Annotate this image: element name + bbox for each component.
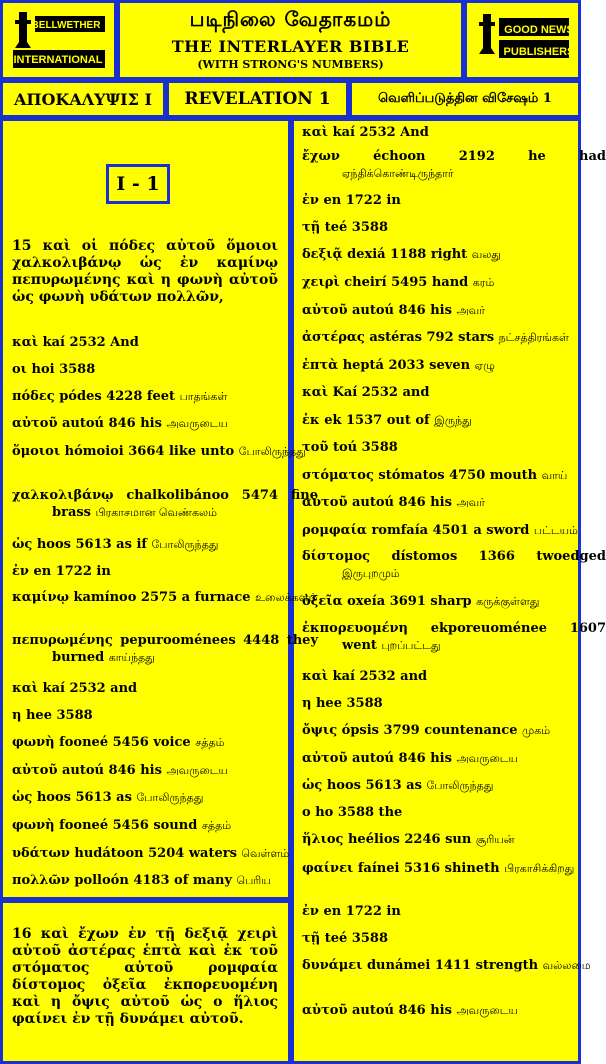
word-entry — [302, 668, 606, 685]
tamil-gloss: அவருடைய — [166, 764, 228, 777]
greek-word: αὐτοῦ — [302, 1003, 348, 1018]
word-entry — [302, 384, 606, 401]
greek-word: ρομφαία — [302, 523, 367, 538]
tamil-title: படிநிலை வேதாகமம் — [189, 7, 392, 31]
greek-word: καὶ — [12, 335, 39, 350]
transliteration-strongs-gloss: polloón 4183 of many — [74, 873, 237, 888]
transliteration-strongs-gloss: hoos 5613 as — [326, 778, 427, 793]
word-entry — [12, 589, 318, 606]
word-entry — [12, 334, 318, 351]
greek-word: στόματος — [302, 468, 374, 483]
transliteration-strongs-gloss: teé 3588 — [324, 931, 388, 946]
greek-word: χαλκολιβάνῳ — [12, 488, 114, 503]
header-title-box — [117, 0, 464, 80]
word-entry — [12, 487, 318, 521]
tamil-gloss: பிரகாசிக்கிறது — [504, 862, 575, 875]
good-news-logo-text-1: GOOD NEWS — [504, 24, 574, 36]
greek-word: αὐτοῦ — [12, 416, 58, 431]
greek-word: ἐν — [302, 904, 319, 919]
english-book-title: REVELATION 1 — [166, 80, 349, 118]
transliteration-strongs-gloss: romfaía 4501 a sword — [371, 523, 534, 538]
good-news-logo-text-2: PUBLISHERS — [503, 46, 575, 58]
word-entry — [302, 860, 606, 877]
good-news-logo-icon — [473, 8, 573, 72]
transliteration-strongs-gloss: dunámei 1411 strength — [366, 958, 543, 973]
transliteration-strongs-gloss: hómoioi 3664 like unto — [64, 444, 239, 459]
word-entry — [302, 412, 606, 429]
tamil-gloss: அவர் — [456, 496, 485, 509]
transliteration-strongs-gloss: kamínoo 2575 a furnace — [73, 590, 256, 605]
tamil-gloss: போலிருந்தது — [136, 791, 204, 804]
transliteration-strongs-gloss: autoú 846 his — [352, 495, 457, 510]
greek-book-title: ΑΠΟΚΑΛΥΨΙΣ Ι — [0, 80, 166, 118]
word-entry — [12, 388, 318, 405]
word-entry — [302, 930, 606, 947]
word-entry — [302, 620, 606, 654]
tamil-gloss: வாய் — [541, 469, 568, 482]
greek-word: ὡς — [12, 537, 33, 552]
word-entry — [302, 274, 606, 291]
transliteration-strongs-gloss: autoú 846 his — [352, 751, 457, 766]
page-title: THE INTERLAYER BIBLE — [171, 37, 410, 56]
word-entry — [302, 246, 606, 263]
greek-word: οι — [12, 362, 27, 377]
transliteration-strongs-gloss: en 1722 in — [323, 904, 401, 919]
word-entry — [302, 903, 606, 920]
word-entry — [302, 777, 606, 794]
greek-word: ο — [302, 805, 311, 820]
greek-word: καὶ — [12, 681, 39, 696]
tamil-gloss: பெரிய — [236, 874, 271, 887]
greek-word: αὐτοῦ — [302, 495, 348, 510]
word-entry — [12, 680, 318, 697]
greek-word: τοῦ — [302, 440, 329, 455]
transliteration-strongs-gloss: Kaí 2532 and — [332, 385, 430, 400]
word-entry — [302, 831, 606, 848]
transliteration-strongs-gloss: oxeía 3691 sharp — [347, 594, 477, 609]
greek-word: πεπυρωμένης — [12, 633, 113, 648]
word-entry — [302, 804, 606, 821]
bellwether-logo — [0, 0, 117, 80]
word-entry — [302, 722, 606, 739]
greek-word: φαίνει — [302, 861, 354, 876]
tamil-gloss: சத்தம் — [195, 736, 225, 749]
transliteration-strongs-gloss: heptá 2033 seven — [342, 358, 475, 373]
greek-word: αὐτοῦ — [12, 763, 58, 778]
transliteration-strongs-gloss: dístomos 1366 twoedged — [391, 549, 606, 564]
transliteration-strongs-gloss: astéras 792 stars — [369, 330, 499, 345]
greek-word: ὡς — [12, 790, 33, 805]
transliteration-strongs-gloss: chalkolibánoo 5474 fine brass — [52, 488, 318, 520]
chapter-verse-reference: I - 1 — [106, 164, 170, 204]
tamil-gloss: அவருடைய — [166, 417, 228, 430]
greek-word: ἔχων — [302, 149, 340, 164]
greek-word: ἑπτὰ — [302, 358, 339, 373]
greek-word: δίστομος — [302, 549, 371, 564]
greek-word: τῇ — [302, 220, 321, 235]
greek-word: η — [302, 696, 312, 711]
bellwether-logo-text-1: BELLWETHER — [31, 20, 101, 31]
verse-16-text: 16 καὶ ἔχων ἐν τῇ δεξιᾷ χειρὶ αὐτοῦ ἀστέρας ἑπτὰ καὶ ἐκ τοῦ στόματος αὐτοῦ ρομφαία δίστομος ὀξεῖα ἐκπορευομένη καὶ η ὄψις αὐτοῦ ὡς ο ἥλιος φαίνει ἐν τῇ δυνάμει αὐτοῦ. — [12, 926, 278, 1027]
transliteration-strongs-gloss: toú 3588 — [332, 440, 398, 455]
tamil-gloss: பாதங்கள் — [179, 390, 228, 403]
word-entry — [302, 522, 606, 539]
tamil-gloss: கருக்குள்ளது — [476, 595, 540, 608]
word-entry — [12, 817, 318, 834]
word-entry — [302, 192, 606, 209]
word-entry — [12, 707, 318, 724]
tamil-gloss: உலைக்களம் — [255, 591, 318, 604]
word-entry — [302, 439, 606, 456]
transliteration-strongs-gloss: ek 1537 out of — [324, 413, 435, 428]
greek-word: τῇ — [302, 931, 321, 946]
greek-word: ὄψις — [302, 723, 338, 738]
tamil-gloss: அவர் — [456, 304, 485, 317]
greek-word: χειρὶ — [302, 275, 340, 290]
transliteration-strongs-gloss: heélios 2246 sun — [347, 832, 476, 847]
transliteration-strongs-gloss: hee 3588 — [25, 708, 93, 723]
word-entry — [302, 750, 606, 767]
transliteration-strongs-gloss: dexiá 1188 right — [347, 247, 472, 262]
greek-word: η — [12, 708, 22, 723]
word-entry — [12, 734, 318, 751]
tamil-gloss: கரம் — [472, 276, 495, 289]
word-entry — [12, 415, 318, 432]
transliteration-strongs-gloss: hee 3588 — [315, 696, 383, 711]
greek-word: πόδες — [12, 389, 55, 404]
greek-word: φωνὴ — [12, 735, 55, 750]
transliteration-strongs-gloss: autoú 846 his — [352, 1003, 457, 1018]
tamil-gloss: வெள்ளம் — [241, 847, 290, 860]
word-entry — [12, 872, 318, 889]
tamil-gloss: இருந்து — [434, 414, 472, 427]
greek-word: αὐτοῦ — [302, 751, 348, 766]
word-entry — [302, 302, 606, 319]
transliteration-strongs-gloss: hoi 3588 — [31, 362, 96, 377]
greek-word: ἥλιος — [302, 832, 344, 847]
tamil-book-title: வெளிப்படுத்தின விசேஷம் 1 — [349, 80, 581, 118]
greek-word: πολλῶν — [12, 873, 70, 888]
tamil-gloss: சத்தம் — [201, 819, 232, 832]
word-entry — [302, 593, 606, 610]
tamil-gloss: சூரியன் — [475, 833, 515, 846]
transliteration-strongs-gloss: hoos 5613 as if — [36, 537, 152, 552]
transliteration-strongs-gloss: stómatos 4750 mouth — [378, 468, 542, 483]
greek-word: ἀστέρας — [302, 330, 365, 345]
word-entry — [12, 536, 318, 553]
transliteration-strongs-gloss: hoos 5613 as — [36, 790, 137, 805]
tamil-gloss: போலிருந்தது — [426, 779, 494, 792]
transliteration-strongs-gloss: ekporeuoménee 1607 went — [342, 621, 606, 653]
tamil-gloss: புறப்பட்டது — [381, 639, 441, 652]
tamil-gloss: நட்சத்திரங்கள் — [498, 331, 569, 344]
bellwether-logo-text-2: INTERNATIONAL — [13, 54, 103, 66]
transliteration-strongs-gloss: autoú 846 his — [352, 303, 457, 318]
tamil-gloss: இருபுறமும் — [342, 567, 400, 580]
word-entry — [302, 124, 606, 141]
greek-word: ὡς — [302, 778, 323, 793]
word-entry — [302, 329, 606, 346]
tamil-gloss: வலது — [471, 248, 501, 261]
transliteration-strongs-gloss: en 1722 in — [33, 564, 111, 579]
word-entry — [12, 762, 318, 779]
greek-word: καὶ — [302, 125, 329, 140]
greek-word: ἐκπορευομένη — [302, 621, 408, 636]
transliteration-strongs-gloss: échoon 2192 he had — [373, 149, 606, 164]
tamil-gloss: காய்ந்தது — [108, 651, 155, 664]
word-entry — [302, 548, 606, 582]
good-news-logo — [464, 0, 581, 80]
transliteration-strongs-gloss: kaí 2532 And — [332, 125, 429, 140]
tamil-gloss: அவருடைய — [456, 752, 518, 765]
tamil-gloss: போலிருந்தது — [238, 445, 306, 458]
greek-word: καὶ — [302, 385, 329, 400]
greek-word: αὐτοῦ — [302, 303, 348, 318]
page-subtitle: (WITH STRONG'S NUMBERS) — [197, 58, 384, 71]
transliteration-strongs-gloss: ho 3588 the — [315, 805, 403, 820]
greek-word: καμίνῳ — [12, 590, 69, 605]
greek-word: δεξιᾷ — [302, 247, 343, 262]
transliteration-strongs-gloss: autoú 846 his — [62, 763, 167, 778]
word-entry — [302, 357, 606, 374]
greek-word: υδάτων — [12, 846, 70, 861]
word-entry — [302, 494, 606, 511]
word-entry — [12, 845, 318, 862]
word-entry — [302, 148, 606, 182]
transliteration-strongs-gloss: pódes 4228 feet — [59, 389, 180, 404]
greek-word: ἐκ — [302, 413, 320, 428]
transliteration-strongs-gloss: ópsis 3799 countenance — [341, 723, 523, 738]
tamil-gloss: முகம் — [522, 724, 551, 737]
tamil-gloss: பட்டயம் — [533, 524, 578, 537]
transliteration-strongs-gloss: fooneé 5456 voice — [59, 735, 196, 750]
transliteration-strongs-gloss: faínei 5316 shineth — [357, 861, 505, 876]
transliteration-strongs-gloss: en 1722 in — [323, 193, 401, 208]
greek-word: φωνὴ — [12, 818, 55, 833]
word-entry — [12, 563, 318, 580]
tamil-gloss: வல்லமை — [542, 959, 591, 972]
tamil-gloss: ஏழு — [474, 359, 495, 372]
word-entry — [302, 957, 606, 974]
tamil-gloss: போலிருந்தது — [151, 538, 219, 551]
word-entry — [302, 1002, 606, 1019]
tamil-gloss: பிரகாசமான வெண்கலம் — [95, 506, 217, 519]
word-entry — [302, 219, 606, 236]
greek-word: ἐν — [12, 564, 29, 579]
transliteration-strongs-gloss: cheirí 5495 hand — [344, 275, 473, 290]
greek-word: ὅμοιοι — [12, 444, 61, 459]
word-entry — [12, 443, 318, 460]
word-entry — [302, 467, 606, 484]
transliteration-strongs-gloss: pepurooménees 4448 they burned — [52, 633, 318, 665]
transliteration-strongs-gloss: hudátoon 5204 waters — [74, 846, 242, 861]
greek-word: ὀξεῖα — [302, 594, 343, 609]
transliteration-strongs-gloss: kaí 2532 and — [332, 669, 428, 684]
greek-word: καὶ — [302, 669, 329, 684]
tamil-gloss: அவருடைய — [456, 1004, 518, 1017]
word-entry — [12, 789, 318, 806]
greek-word: ἐν — [302, 193, 319, 208]
tamil-gloss: ஏந்திக்கொண்டிருந்தார் — [342, 167, 454, 180]
transliteration-strongs-gloss: kaí 2532 And — [42, 335, 139, 350]
transliteration-strongs-gloss: autoú 846 his — [62, 416, 167, 431]
word-entry — [12, 632, 318, 666]
transliteration-strongs-gloss: fooneé 5456 sound — [59, 818, 202, 833]
word-entry — [12, 361, 318, 378]
transliteration-strongs-gloss: kaí 2532 and — [42, 681, 138, 696]
word-entry — [302, 695, 606, 712]
greek-word: δυνάμει — [302, 958, 363, 973]
verse-15-text: 15 καὶ οἱ πόδες αὐτοῦ ὅμοιοι χαλκολιβάνῳ ὡς ἐν καμίνῳ πεπυρωμένης καὶ η φωνὴ αὐτοῦ ὡς φωνὴ υδάτων πολλῶν, — [12, 238, 278, 305]
transliteration-strongs-gloss: teé 3588 — [324, 220, 388, 235]
